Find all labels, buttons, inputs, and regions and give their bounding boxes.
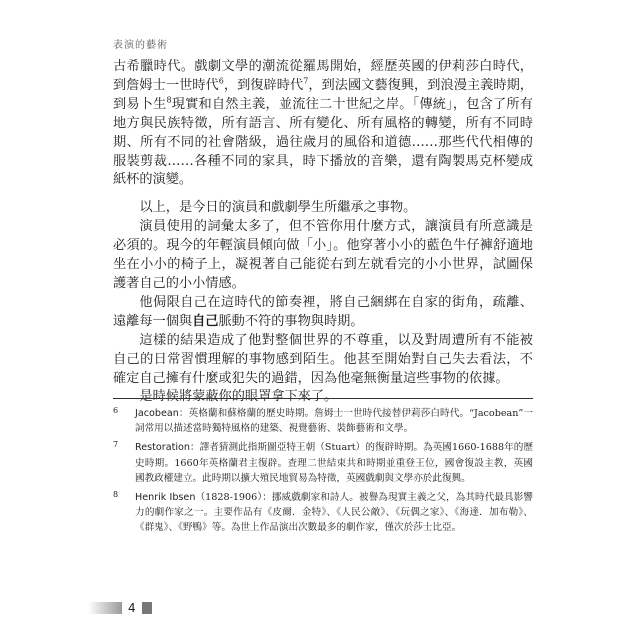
text-run: 脈動不符的事物與時期。: [218, 313, 364, 329]
text-run: 他侷限自己在這時代的節奏裡，將自己綑綁在自家的街角，疏離、遠離每一個與: [113, 294, 533, 329]
page-folio: [88, 601, 288, 615]
footnote-marker: 8: [166, 95, 172, 105]
text-run: 以上，是今日的演員和戲劇學生所繼承之事物。: [139, 200, 417, 216]
footnote-number: 7: [113, 440, 119, 450]
body-paragraph: [113, 332, 533, 389]
footnote-text: （1828-1906）：挪威戲劇家和詩人。被譽為現實主義之父，為其時代最具影響力的劇作家之一。主要作品有《皮爾．金特》、《人民公敵》、《玩偶之家》、《海達．加布勒》、《群鬼》、《野鴨》等。為世上作品演出次數最多的劇作家，僅次於莎士比亞。: [135, 492, 534, 534]
book-page: [101, 0, 539, 640]
text-run: 演員使用的詞彙太多了，但不管你用什麼方式，讓演員有所意識是必須的。現今的年輕演員傾向做「小」。他穿著小小的藍色牛仔褲舒適地坐在小小的椅子上，凝視著自己能從右到左就看完的小小世界，試圖保護著自己的小小情感。: [113, 219, 533, 291]
page-number: 4: [128, 601, 136, 615]
text-run: 是時候將蒙蔽你的眼罩拿下來了。: [139, 389, 338, 405]
text-run: 現實和自然主義，並流往二十世紀之岸。「傳統」，包含了所有地方與民族特徵，所有語言、所有變化、所有風格的轉變，所有不同時期、所有不同的社會階級，過往歲月的風俗和道德……那些代代相傳的服裝剪裁……各種不同的家具，時下播放的音樂，還有陶製馬克杯變成紙杯的演變。: [113, 96, 533, 188]
footnotes: [113, 406, 533, 540]
folio-tab: [142, 602, 152, 614]
folio-gradient-bar: [88, 602, 122, 614]
footnote-marker: 6: [218, 76, 224, 86]
footnote-number: 6: [113, 406, 119, 415]
footnote: [113, 406, 533, 436]
body-paragraph: [113, 199, 533, 218]
body-text: [113, 58, 533, 407]
footnote-divider: [113, 398, 533, 399]
text-run: 這樣的結果造成了他對整個世界的不尊重，以及對周遭所有不能被自己的日常習慣理解的事物感到陌生。他甚至開始對自己失去看法，不確定自己擁有什麼或犯失的過錯，因為他毫無衡量這些事物的依據。: [113, 332, 533, 386]
running-head: 表演的藝術: [113, 40, 168, 51]
footnote-term: Jacobean: [135, 408, 179, 419]
footnote: [113, 490, 533, 536]
text-run: ，到法國文藝復興，到浪漫主義時期，到易卜生: [113, 77, 533, 112]
footnote-marker: 7: [303, 76, 309, 86]
footnote-term: Restoration: [135, 442, 190, 454]
body-paragraph: [113, 58, 533, 190]
footnote-text: ：英格蘭和蘇格蘭的歷史時期。詹姆士一世時代接替伊莉莎白時代。“Jacobean”一詞常用以描述當時獨特風格的建築、視覺藝術、裝飾藝術和文學。: [135, 408, 533, 435]
text-run: ，到復辟時代: [223, 77, 304, 93]
footnote: [113, 440, 533, 486]
emphasis-text: 自己: [192, 313, 219, 329]
body-paragraph: [113, 294, 533, 332]
footnote-text: ：譯者猜測此指斯圖亞特王朝（Stuart）的復辟時期。為英國1660-1688年的歷史時期。1660年英格蘭君主復辟。查理二世結束共和時期並重登王位，國會復設主教，英國國教政權建立。此時期以擴大殖民地貿易為特徵，英國戲劇與文學亦於此復興。: [135, 442, 533, 484]
footnote-term: Henrik Ibsen: [135, 492, 196, 504]
text-run: 古希臘時代。戲劇文學的潮流從羅馬開始，經歷英國的伊莉莎白時代，到詹姆士一世時代: [113, 59, 533, 93]
footnote-number: 8: [113, 490, 119, 500]
body-paragraph: [113, 218, 533, 294]
